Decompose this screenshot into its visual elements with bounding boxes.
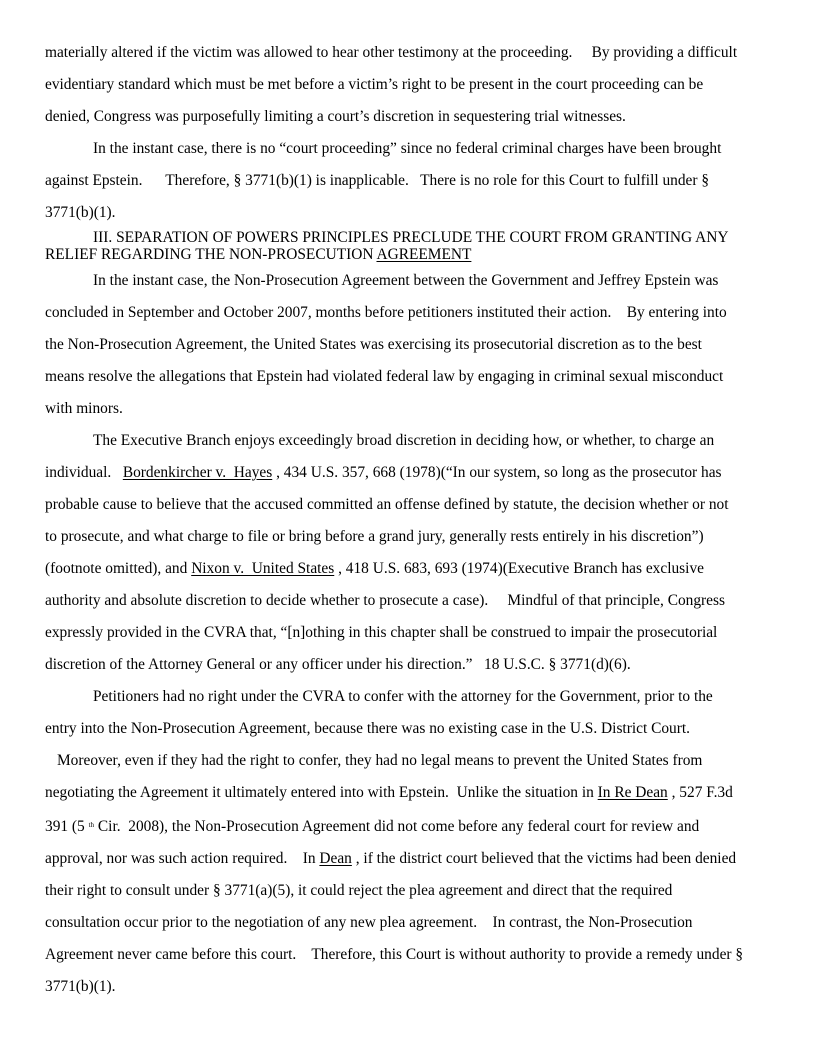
text-line: (footnote omitted), and Nixon v. United States , 418 U.S. 683, 693 (1974)(Executive Branch has exclusive	[45, 560, 704, 577]
text-line: concluded in September and October 2007, months before petitioners instituted their action. By entering into	[45, 304, 727, 321]
text-line: discretion of the Attorney General or any officer under his direction.” 18 U.S.C. § 3771(d)(6).	[45, 656, 631, 673]
case-citation: Bordenkircher v. Hayes	[122, 464, 273, 481]
text-line: the Non-Prosecution Agreement, the United States was exercising its prosecutorial discretion as to the best	[45, 336, 702, 353]
text-line: In the instant case, the Non-Prosecution Agreement between the Government and Jeffrey Epstein was	[93, 272, 719, 289]
ordinal-suffix: th	[88, 821, 95, 829]
text-line: individual. Bordenkircher v. Hayes , 434 U.S. 357, 668 (1978)(“In our system, so long as the prosecutor has	[45, 464, 722, 481]
text-line: approval, nor was such action required. In Dean , if the district court believed that the victims had been denied	[45, 850, 737, 867]
text-line: materially altered if the victim was allowed to hear other testimony at the proceeding. By providing a difficult	[45, 44, 738, 61]
text-line: expressly provided in the CVRA that, “[n]othing in this chapter shall be construed to impair the prosecutorial	[45, 624, 718, 641]
text-line: Moreover, even if they had the right to confer, they had no legal means to prevent the United States from	[57, 752, 703, 769]
section-heading: RELIEF REGARDING THE NON-PROSECUTION AGREEMENT	[45, 246, 472, 263]
text-line: evidentiary standard which must be met before a victim’s right to be present in the court proceeding can be	[45, 76, 704, 93]
text-line: their right to consult under § 3771(a)(5), it could reject the plea agreement and direct that the required	[45, 882, 673, 899]
text-line: means resolve the allegations that Epstein had violated federal law by engaging in criminal sexual misconduct	[45, 368, 724, 385]
text-line: negotiating the Agreement it ultimately entered into with Epstein. Unlike the situation in In Re Dean , 527 F.3d	[45, 784, 733, 801]
text-line: In the instant case, there is no “court proceeding” since no federal criminal charges have been brought	[93, 140, 722, 157]
text-line: 3771(b)(1).	[45, 204, 116, 221]
text-line: The Executive Branch enjoys exceedingly broad discretion in deciding how, or whether, to charge an	[93, 432, 715, 449]
heading-underlined-word: AGREEMENT	[376, 246, 472, 263]
text-line: 3771(b)(1).	[45, 978, 116, 995]
case-citation: Nixon v. United States	[191, 560, 335, 577]
section-heading: III. SEPARATION OF POWERS PRINCIPLES PRECLUDE THE COURT FROM GRANTING ANY	[93, 229, 729, 246]
text-line: 391 (5 $^{th}$ Cir. 2008), the Non-Prosecution Agreement did not come before any federal court for review and	[45, 818, 700, 835]
text-line: with minors.	[45, 400, 123, 417]
text-line: entry into the Non-Prosecution Agreement, because there was no existing case in the U.S. District Court.	[45, 720, 690, 737]
text-line: probable cause to believe that the accused committed an offense defined by statute, the decision whether or not	[45, 496, 729, 513]
text-line: Agreement never came before this court. Therefore, this Court is without authority to provide a remedy under §	[45, 946, 744, 963]
text-line: denied, Congress was purposefully limiting a court’s discretion in sequestering trial witnesses.	[45, 108, 626, 125]
text-line: to prosecute, and what charge to file or bring before a grand jury, generally rests entirely in his discretion”)	[45, 528, 704, 545]
text-line: authority and absolute discretion to decide whether to prosecute a case). Mindful of that principle, Congress	[45, 592, 725, 609]
case-citation: Dean	[319, 850, 352, 867]
text-line: Petitioners had no right under the CVRA to confer with the attorney for the Government, prior to the	[93, 688, 713, 705]
text-line: consultation occur prior to the negotiation of any new plea agreement. In contrast, the Non-Prosecution	[45, 914, 693, 931]
case-citation: In Re Dean	[597, 784, 668, 801]
text-line: against Epstein. Therefore, § 3771(b)(1) is inapplicable. There is no role for this Court to fulfill under §	[45, 172, 710, 189]
